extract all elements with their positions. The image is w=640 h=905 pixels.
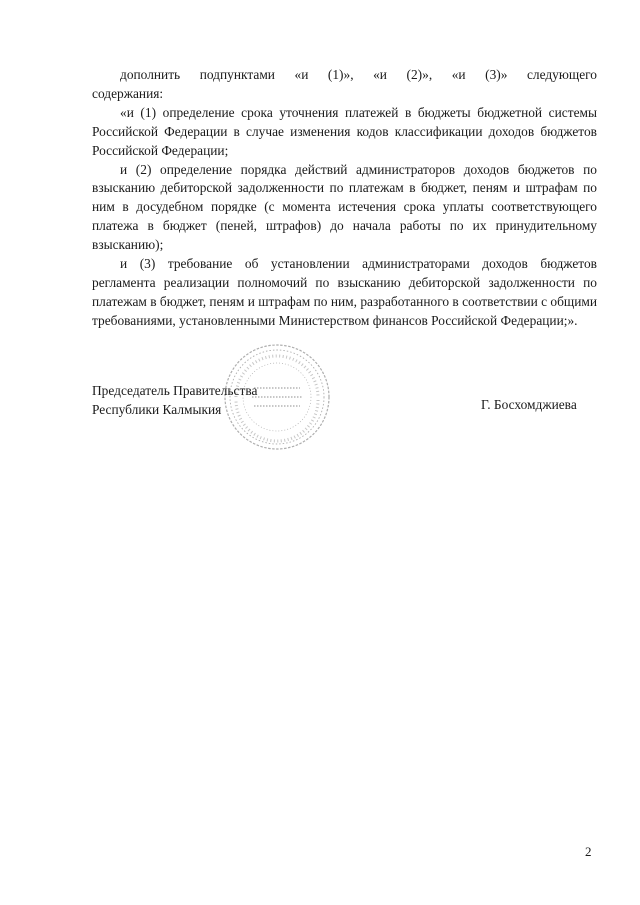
signature-position <box>92 381 257 419</box>
paragraph-item-1: «и (1) определение срока уточнения платежей в бюджеты бюджетной системы Российской Федерации в случае изменения кодов классификации доходов бюджетов Российской Федерации; <box>92 104 597 158</box>
document-body <box>92 66 597 331</box>
signature-title-line-1: Председатель Правительства <box>92 383 258 398</box>
page-number: 2 <box>585 844 592 859</box>
signatory-name: Г. Босхомджиева <box>481 397 577 412</box>
paragraph-item-2: и (2) определение порядка действий администраторов доходов бюджетов по взысканию дебиторской задолженности по платежам в бюджет, пеням и штрафам по ним в досудебном порядке (с момента истечения срока уплаты соответствующего платежа в бюджет (пеней, штрафов) до начала работы по их принудительному взысканию); <box>92 161 597 253</box>
signature-title-line-2: Республики Калмыкия <box>92 402 222 417</box>
paragraph-intro-continued: содержания: <box>92 85 164 101</box>
paragraph-intro: дополнить подпунктами «и (1)», «и (2)», «и (3)» следующего <box>120 67 597 82</box>
paragraph-item-3: и (3) требование об установлении администраторами доходов бюджетов регламента реализации полномочий по взысканию дебиторской задолженности по платежам в бюджет, пеням и штрафам по ним, разработанного в соответствии с общими требованиями, установленными Министерством финансов Российской Федерации;». <box>92 256 598 328</box>
